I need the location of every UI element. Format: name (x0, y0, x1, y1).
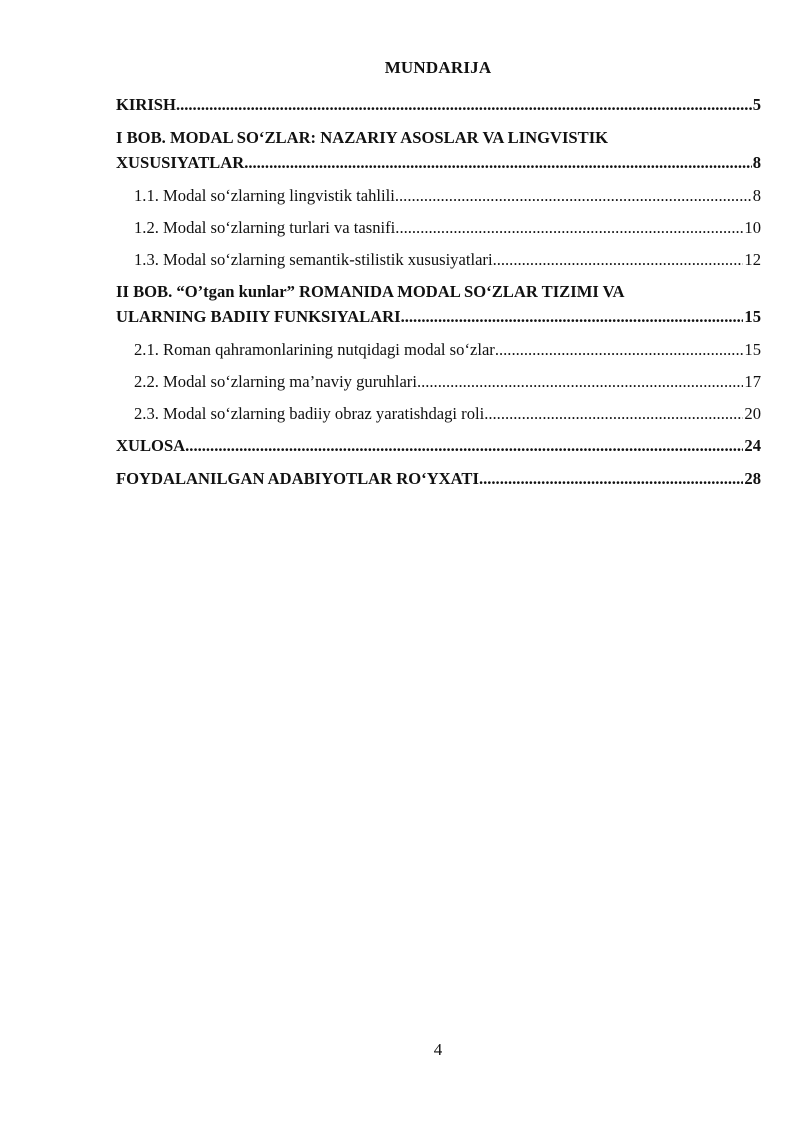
toc-page-number: 12 (744, 250, 761, 269)
toc-entry-2-3[interactable] (116, 401, 761, 426)
table-of-contents (116, 92, 761, 499)
toc-entry-chapter-2[interactable] (116, 279, 761, 329)
toc-entry-label: XUSUSIYATLAR (116, 153, 245, 172)
toc-page-number: 10 (744, 218, 761, 237)
toc-entry-label: FOYDALANILGAN ADABIYOTLAR RO‘YXATI (116, 469, 479, 488)
toc-leader-dots (495, 337, 744, 362)
toc-entry-2-2[interactable] (116, 369, 761, 394)
toc-leader-dots (176, 92, 752, 117)
toc-entry-2-1[interactable] (116, 337, 761, 362)
toc-entry-label: 2.2. Modal so‘zlarning ma’naviy guruhlari (134, 372, 417, 391)
toc-entry-label-line1: II BOB. “O’tgan kunlar” ROMANIDA MODAL SO‘ZLAR TIZIMI VA (116, 282, 625, 301)
toc-page-number: 20 (744, 404, 761, 423)
toc-entry-1-3[interactable] (116, 247, 761, 272)
toc-entry-label: 1.2. Modal so‘zlarning turlari va tasnifi (134, 218, 396, 237)
toc-page-number: 8 (752, 186, 761, 205)
toc-page-number: 15 (744, 340, 761, 359)
toc-leader-dots (395, 215, 743, 240)
toc-leader-dots (484, 401, 743, 426)
toc-entry-label: KIRISH (116, 95, 176, 114)
toc-leader-dots (395, 183, 752, 208)
toc-entry-bibliography[interactable] (116, 466, 761, 491)
toc-page-number: 17 (744, 372, 761, 391)
toc-page-number: 24 (744, 436, 761, 455)
toc-leader-dots (493, 247, 744, 272)
toc-entry-kirish[interactable] (116, 92, 761, 117)
toc-entry-chapter-1[interactable] (116, 125, 761, 175)
toc-title: MUNDARIJA (384, 58, 492, 77)
toc-entry-1-2[interactable] (116, 215, 761, 240)
toc-page-number: 28 (744, 469, 761, 488)
toc-leader-dots (185, 433, 743, 458)
toc-entry-label: XULOSA (116, 436, 186, 455)
toc-entry-label: 2.1. Roman qahramonlarining nutqidagi modal so‘zlar (134, 340, 495, 359)
page-number: 4 (433, 1040, 443, 1059)
toc-leader-dots (417, 369, 743, 394)
toc-entry-1-1[interactable] (116, 183, 761, 208)
toc-entry-label: ULARNING BADIIY FUNKSIYALARI (116, 307, 401, 326)
toc-page-number: 8 (752, 153, 761, 172)
toc-entry-label: 2.3. Modal so‘zlarning badiiy obraz yaratishdagi roli (134, 404, 485, 423)
toc-entry-label-line1: I BOB. MODAL SO‘ZLAR: NAZARIY ASOSLAR VA LINGVISTIK (116, 128, 609, 147)
toc-leader-dots (401, 304, 744, 329)
toc-leader-dots (479, 466, 743, 491)
toc-entry-label: 1.1. Modal so‘zlarning lingvistik tahlili (134, 186, 395, 205)
toc-page-number: 5 (752, 95, 761, 114)
toc-leader-dots (244, 150, 752, 175)
toc-entry-xulosa[interactable] (116, 433, 761, 458)
toc-entry-label: 1.3. Modal so‘zlarning semantik-stilistik xususiyatlari (134, 250, 493, 269)
toc-page-number: 15 (744, 307, 761, 326)
